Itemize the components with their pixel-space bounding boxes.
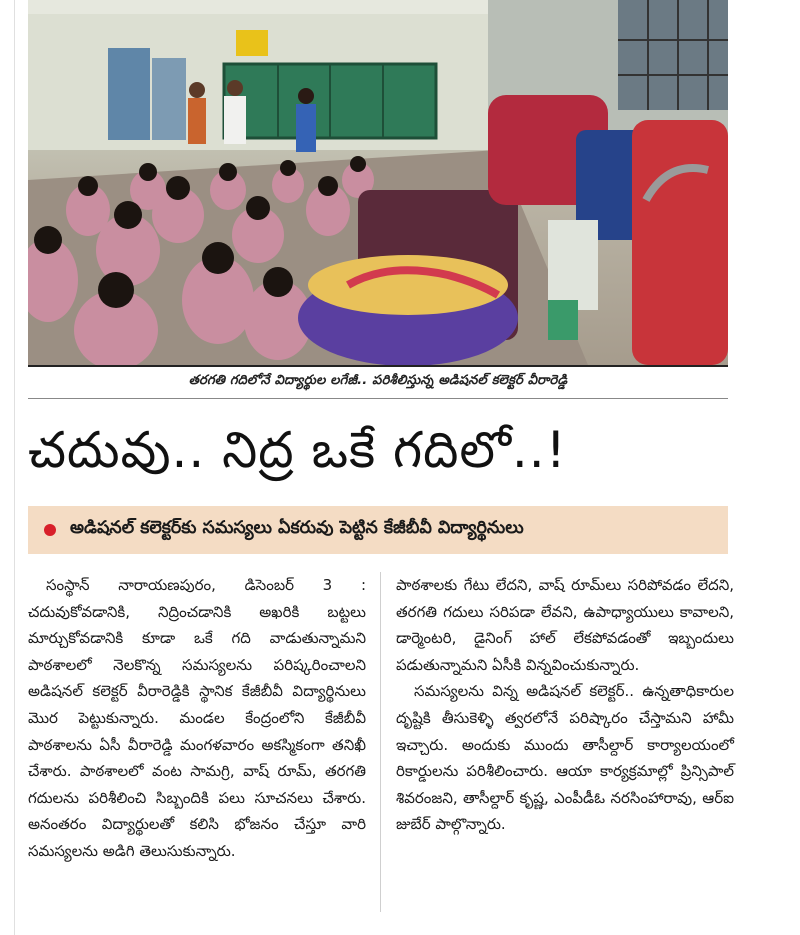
article-column-left	[28, 572, 366, 865]
photo-caption-text: తరగతి గదిలోనే విద్యార్థుల లగేజీ.. పరిశీలిస్తున్న అడిషనల్ కలెక్టర్ వీరారెడ్డి	[188, 373, 568, 388]
caption-divider	[28, 398, 728, 399]
classroom-photo-illustration	[28, 0, 728, 365]
photo-caption	[28, 367, 728, 397]
article-paragraph: సమస్యలను విన్న అడిషనల్ కలెక్టర్.. ఉన్నతాధికారుల దృష్టికి తీసుకెళ్ళి త్వరలోనే పరిష్కారం చేస్తామని హామీ ఇచ్చారు. అందుకు ముందు తాసీల్దార్ కార్యాలయంలో రికార్డులను పరిశీలించారు. ఆయా కార్యక్రమాల్లో ప్రిన్సిపాల్ శివరంజని, తాసీల్దార్ కృష్ణ, ఎంపీడీఓ నరసింహారావు, ఆర్ఐ జుబేర్ పాల్గొన్నారు.	[396, 682, 734, 834]
news-photo	[28, 0, 728, 367]
page-edge-line	[14, 0, 15, 935]
article-column-right	[396, 572, 734, 838]
subheadline-text: అడిషనల్ కలెక్టర్‌కు సమస్యలు ఏకరువు పెట్టిన కేజీబీవీ విద్యార్థినులు	[70, 518, 524, 538]
red-bullet-icon	[44, 524, 56, 536]
article-paragraph: సంస్థాన్ నారాయణపురం, డిసెంబర్ 3 : చదువుకోవడానికి, నిద్రించడానికి అఖరికి బట్టలు మార్చుకోవడానికి కూడా ఒకే గది వాడుతున్నామని పాఠశాలలో నెలకొన్న సమస్యలను పరిష్కరించాలని అడిషనల్ కలెక్టర్ వీరారెడ్డికి స్థానిక కేజీబీవీ విద్యార్థినులు మొర పెట్టుకున్నారు. మండల కేంద్రంలోని కేజీబీవీ పాఠశాలను ఏసీ వీరారెడ్డి మంగళవారం అకస్మికంగా తనిఖీ చేశారు. పాఠశాలలో వంట సామగ్రి, వాష్ రూమ్, తరగతి గదులను పరిశీలించి సిబ్బందికి పలు సూచనలు చేశారు. అనంతరం విద్యార్థులతో కలిసి భోజనం చేస్తూ వారి సమస్యలను అడిగి తెలుసుకున్నారు.	[28, 576, 366, 860]
headline: చదువు.. నిద్ర ఒకే గదిలో..!	[28, 421, 567, 479]
article-paragraph: పాఠశాలకు గేటు లేదని, వాష్ రూమ్‌లు సరిపోవడం లేదని, తరగతి గదులు సరిపడా లేవని, ఉపాధ్యాయులు కావాలని, డార్మెంటరి, డైనింగ్ హాల్ లేకపోవడంతో ఇబ్బందులు పడుతున్నామని ఏసీకి విన్నవించుకున్నారు.	[396, 576, 734, 674]
column-divider	[380, 572, 381, 912]
subheadline-box	[28, 506, 728, 554]
